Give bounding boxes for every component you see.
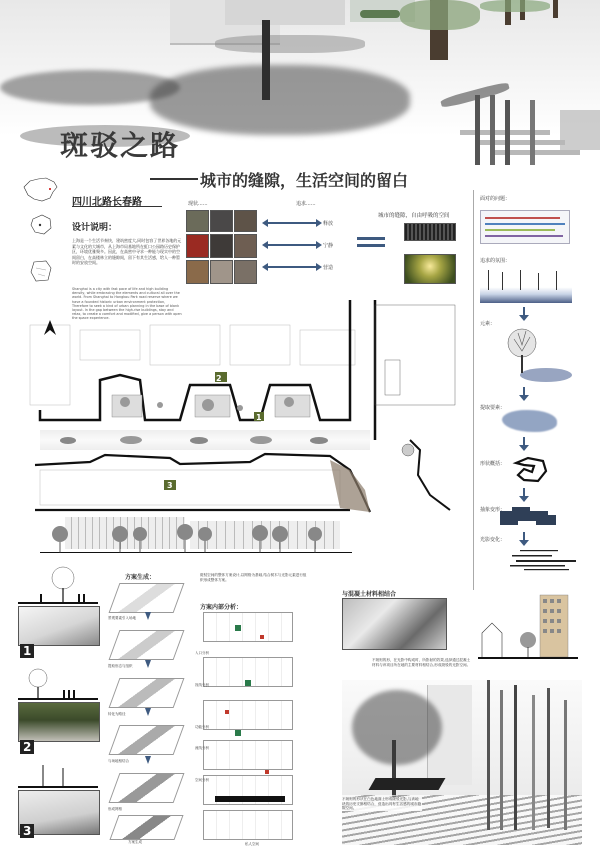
extract-label: 提取要素： (480, 405, 506, 411)
analysis-accent-marks (205, 620, 295, 820)
plan-number-1: 1 (256, 413, 262, 422)
page-subtitle: 城市的缝隙，生活空间的留白 (200, 171, 409, 190)
element-label: 元素： (480, 321, 496, 327)
lower-plan (30, 450, 380, 515)
analysis-label: 方案内部分析： (200, 604, 243, 611)
status-label: 现状...... (188, 201, 208, 207)
arrow-down-icon (519, 307, 529, 321)
step-2-render (18, 702, 100, 742)
status-photo-3 (234, 210, 257, 232)
problem-label: 面对的问题： (480, 196, 511, 202)
pursuit-item-1: 释放 (323, 221, 334, 227)
atmosphere-label: 追求的氛围： (480, 258, 511, 264)
atmosphere-image (480, 268, 572, 303)
arrow-down-icon (519, 532, 529, 546)
problem-chart (480, 210, 570, 244)
scheme-caption-3: 转化为路径 (108, 712, 126, 716)
concrete-text: 不规则的形，在光影中构成时，所影射的效果,选择通过混凝土材料与该项目所在地的主要材料相结合,形成斑驳的光影空间。 (372, 658, 471, 667)
extract-shadow-image (502, 410, 557, 432)
step-number-1: 1 (20, 644, 34, 658)
gap-caption: 城市的缝隙，自由呼吸的空间 (378, 213, 450, 219)
abstract-label: 抽象变形： (480, 507, 506, 513)
tree-element-image (500, 325, 572, 383)
status-photo-9 (234, 260, 257, 284)
status-photo-5 (210, 234, 233, 258)
scheme-caption-2: 提取形态与组织 (108, 664, 133, 668)
scheme-label: 方案生成： (125, 574, 156, 581)
site-plan (30, 290, 465, 450)
status-photo-6 (234, 234, 257, 258)
step-number-2: 2 (20, 740, 34, 754)
pursuit-label: 追求...... (296, 201, 316, 207)
status-photo-4 (186, 234, 209, 258)
scheme-text: 斑驳空间的整体方案设计,以网格为基础,结合树木与光影元素进行组织形成整体方案。 (200, 573, 307, 582)
shanghai-map-icon (28, 213, 54, 237)
equals-icon (357, 237, 385, 240)
road-band (40, 430, 370, 450)
analysis-caption-6: 私人空间 (245, 842, 259, 846)
scheme-arrows (143, 612, 153, 812)
analysis-caption-3: 功能分析 (195, 725, 209, 729)
pursuit-arrows (262, 215, 322, 280)
arrow-down-icon (519, 437, 529, 451)
pursuit-item-2: 宁静 (323, 243, 334, 249)
step-1-section (18, 566, 98, 606)
site-name: 四川北路长春路 (72, 197, 142, 208)
equals-icon-bar (357, 244, 385, 247)
site-small-detail (390, 435, 465, 515)
china-map-icon (20, 175, 60, 205)
step-1-render (18, 606, 100, 646)
elevation-trees (45, 520, 355, 554)
scheme-caption-1: 景观要素引入场地 (108, 616, 136, 620)
analysis-caption-2: 视线分析 (195, 683, 209, 687)
status-photo-8 (210, 260, 233, 284)
gap-photo-forest (404, 254, 456, 284)
site-underline (72, 206, 162, 207)
concrete-render (342, 598, 447, 650)
abstract-block-image (500, 505, 560, 529)
scheme-caption-4: 与场地相结合 (108, 759, 129, 763)
light-label: 光影变化： (480, 537, 506, 543)
step-2-section (18, 668, 98, 702)
page-title: 斑驳之路 (60, 129, 181, 162)
shape-label: 形状概括： (480, 461, 506, 467)
design-text-cn: 上海是一个生活节奏快，建筑密度大,同时包容了世界各地的元素与文化的大城市，从上海市局基地所在虹口公园路历史保护区，环境优雅聚多。因此，在高密中寻求一种能与现实中的空间留白，在高楼林立的缝隙间，留下有其生活感，给人一种暂时的安放空间。 (72, 238, 182, 265)
shape-outline-image (510, 455, 550, 485)
bottom-text: 不规则的形状在白色地面上形成斑驳光影,与该地块的历史文脉相结合，营造出具有生活感的城市缝隙空间。 (342, 797, 422, 810)
gap-photo-dark (404, 223, 456, 241)
analysis-caption-4: 流线分析 (195, 746, 209, 750)
status-photo-2 (210, 210, 233, 232)
title-rule (150, 178, 198, 180)
pursuit-item-3: 营造 (323, 265, 334, 271)
step-number-3: 3 (20, 824, 34, 838)
arrow-down-icon (519, 387, 529, 401)
design-heading: 设计说明： (72, 223, 118, 233)
status-photo-1 (186, 210, 209, 232)
design-text-en: Shanghai is a city with fast pace of life and high building density, while embracing the elements and cultural all over the world. From Shanghai to Hongkou Park road reserve where we have a founded historic urban environment protection, Therefore to seek a kind of urban planning in the base of blank layout. In the gap between the high-rise buildings, stay and relax, to create a comfort and modified, give a person with open the space experience. (72, 287, 182, 321)
concrete-label: 与混凝土材料相结合 (342, 591, 397, 598)
light-stripes-image (510, 550, 580, 574)
right-column-frame (473, 190, 474, 590)
scheme-caption-5: 形成网格 (108, 807, 122, 811)
status-photo-7 (186, 260, 209, 284)
district-map-icon (28, 258, 54, 284)
analysis-caption-5: 空间分析 (195, 778, 209, 782)
analysis-caption-1: 入口分析 (195, 651, 209, 655)
arrow-down-icon (519, 488, 529, 502)
plan-number-2: 2 (216, 374, 222, 383)
scheme-caption-6: 方案生成 (128, 840, 142, 844)
building-elevation (478, 595, 578, 665)
plan-number-3: 3 (167, 481, 173, 490)
perspective-render (342, 680, 582, 845)
step-3-section (18, 760, 98, 790)
